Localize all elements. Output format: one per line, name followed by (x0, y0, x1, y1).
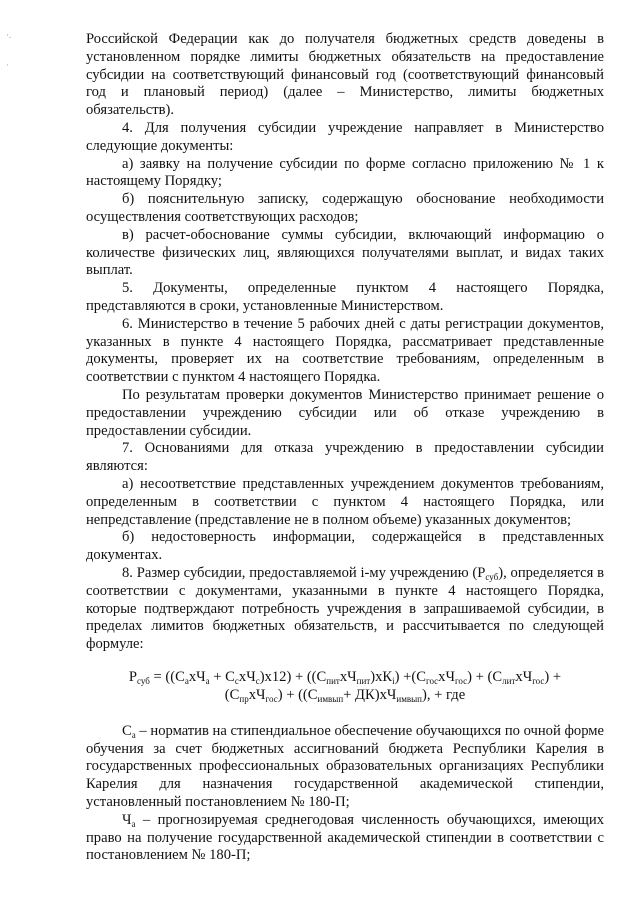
margin-mark: ·. (6, 30, 12, 40)
paragraph-8 (86, 565, 604, 654)
paragraph: б) недостоверность информации, содержащейся в представленных документах. (86, 529, 604, 564)
subsidy-formula (86, 668, 604, 704)
definition-text: – прогнозируемая среднегодовая численность обучающихся, имеющих право на получение государственной академической стипендии в соответствии с постановлением № 180-П; (86, 811, 604, 864)
paragraph: 7. Основаниями для отказа учреждению в предоставлении субсидии являются: (86, 440, 604, 475)
paragraph: в) расчет-обоснование суммы субсидии, включающий информацию о количестве физических лиц, являющихся получателями выплат, и видах таких выплат. (86, 226, 604, 279)
paragraph-8-text-rest: ), определяется в соответствии с документами, указанными в пункте 4 настоящего Порядка, которые подтверждают потребность учреждения в запрашиваемой субсидии, в пределах лимитов бюджетных обязательств, и рассчитывается по следующей формуле: (86, 564, 604, 653)
definition (86, 723, 604, 812)
formula-line-2: $(С_{пр}хЧ_{гос}) + ((С_{имвып}+ ДК)хЧ_{имвып})$, + где (224, 686, 466, 704)
paragraph: 6. Министерство в течение 5 рабочих дней с даты регистрации документов, указанных в пункте 4 настоящего Порядка, рассматривает представленные документы, проверяет их на соответствие требованиям, определенным в соответствии с пунктом 4 настоящего Порядка. (86, 315, 604, 386)
formula-line-1: $Р_{суб} = ((С_ахЧ_а + С_схЧ_с)х12) + ((С_{пит}хЧ_{пит})хК_i) +(С_{гос}хЧ_{гос}) + (С_{лит}хЧ_{гос})$ + (128, 668, 562, 686)
definition-symbol-sub: а (131, 729, 136, 740)
definition-symbol: С (122, 722, 132, 739)
paragraph: 4. Для получения субсидии учреждение направляет в Министерство следующие документы: (86, 119, 604, 154)
subscript: суб (485, 571, 499, 582)
paragraph-8-text: 8. Размер субсидии, предоставляемой i-му учреждению (Р (122, 564, 486, 581)
definition (86, 812, 604, 865)
definition-text: – норматив на стипендиальное обеспечение обучающихся по очной форме обучения за счет бюджетных ассигнований бюджета Республики Карелия в государственных профессиональных образовательных организациях Республики Карелия для назначения государственной академической стипендии, установленный постановлением № 180-П; (86, 722, 604, 811)
definition-symbol: Ч (122, 811, 132, 828)
definition-symbol-sub: а (131, 818, 136, 829)
paragraph: 5. Документы, определенные пунктом 4 настоящего Порядка, представляются в сроки, установленные Министерством. (86, 280, 604, 314)
margin-mark: · (6, 60, 9, 70)
document-body (86, 31, 604, 865)
paragraph: а) несоответствие представленных учреждением документов требованиям, определенным в соответствии с пунктом 4 настоящего Порядка, или непредставление (представление не в полном объеме) указанных документов; (86, 475, 604, 528)
paragraph: а) заявку на получение субсидии по форме согласно приложению № 1 к настоящему Порядку; (86, 155, 604, 190)
paragraph: б) пояснительную записку, содержащую обоснование необходимости осуществления соответствующих расходов; (86, 191, 604, 225)
paragraph: По результатам проверки документов Министерство принимает решение о предоставлении учреждению субсидии или об отказе учреждению в предоставлении субсидии. (86, 386, 604, 439)
paragraph: Российской Федерации как до получателя бюджетных средств доведены в установленном порядке лимиты бюджетных обязательств на предоставление субсидии на соответствующий финансовый год (соответствующий финансовый год и плановый период) (далее – Министерство, лимиты бюджетных обязательств). (86, 31, 604, 119)
